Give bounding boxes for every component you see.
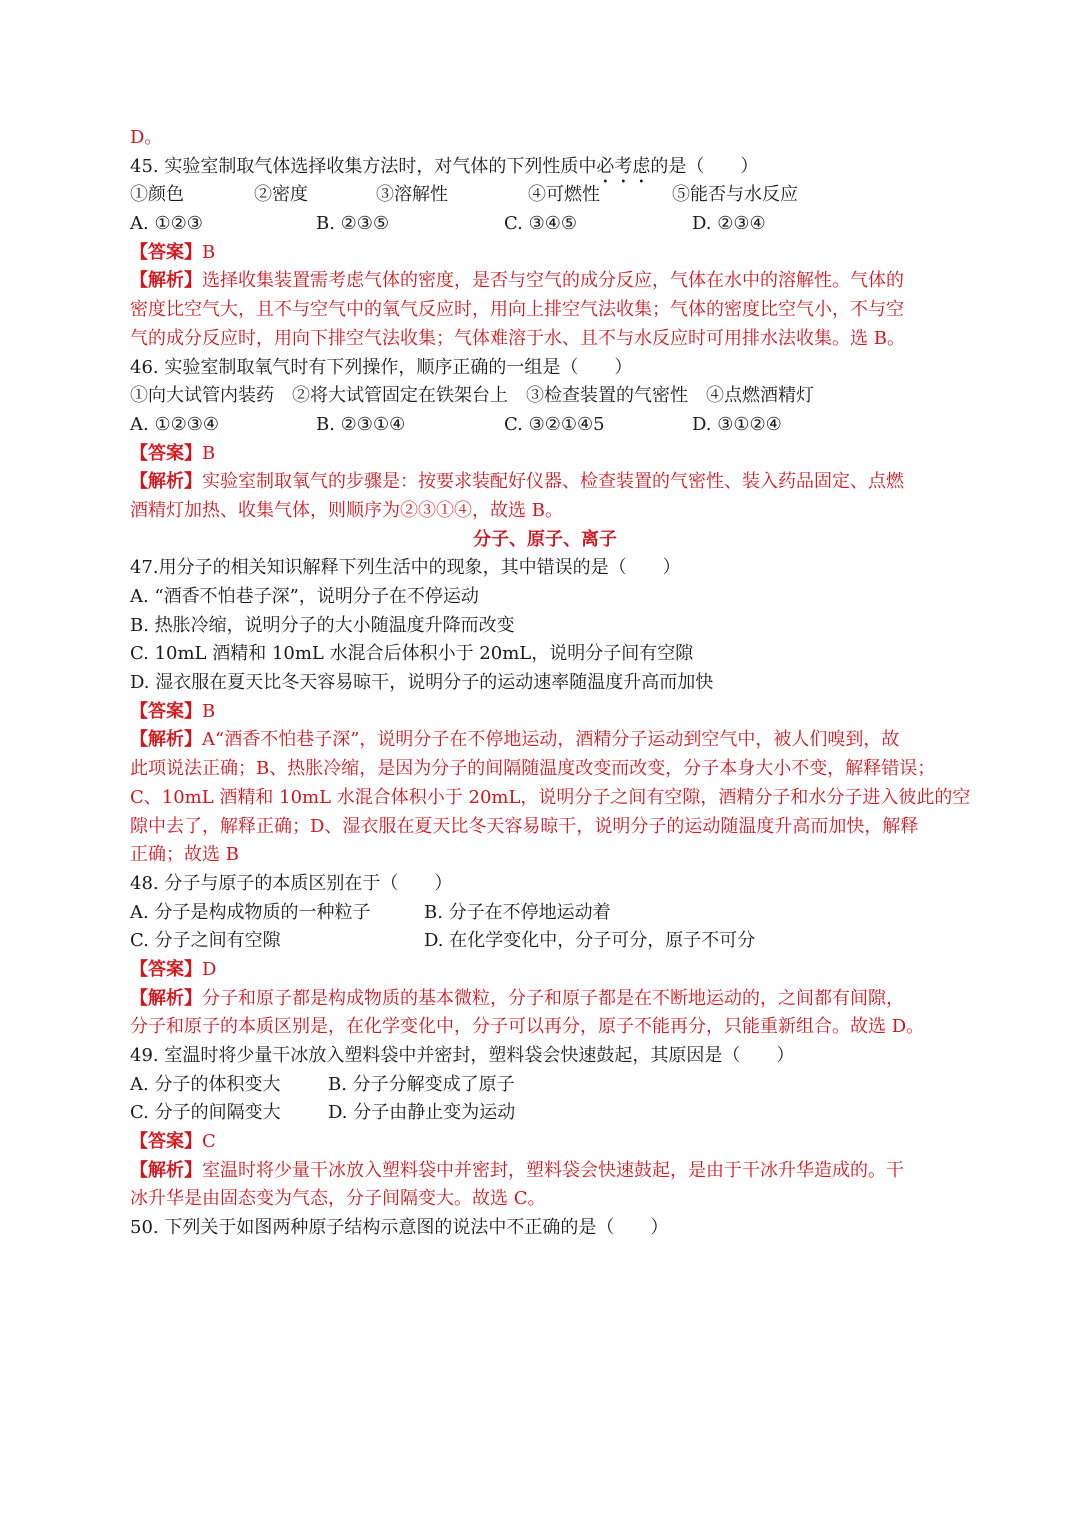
q49-option-a: A. 分子的体积变大 (130, 1073, 281, 1095)
q45-option-b: B. ②③⑤ (316, 213, 390, 235)
q45-option-d: D. ②③④ (692, 213, 766, 235)
q48-option-c: C. 分子之间有空隙 (130, 930, 281, 952)
explanation-label: 【解析】 (130, 1159, 202, 1181)
question-46-explanation-1 (130, 468, 960, 497)
q48-option-d: D. 在化学变化中，分子可分，原子不可分 (424, 930, 756, 952)
question-50: 50. 下列关于如图两种原子结构示意图的说法中不正确的是（ ） (130, 1217, 669, 1239)
q46-option-a: A. ①②③④ (130, 413, 219, 435)
q47-option-a: A. “酒香不怕巷子深”，说明分子在不停运动 (130, 586, 479, 607)
question-46-explanation-2: 酒精灯加热、收集气体，则顺序为②③①④，故选 B。 (130, 499, 563, 521)
question-48: 48. 分子与原子的本质区别在于（ ） (130, 872, 453, 894)
answer-label: 【答案】 (130, 1131, 202, 1153)
explanation-label: 【解析】 (130, 270, 202, 292)
q48-option-a: A. 分子是构成物质的一种粒子 (130, 901, 371, 923)
q45-item: ②密度 (254, 184, 308, 206)
question-48-explanation-1 (130, 985, 960, 1014)
emphasis-char: 虑 (632, 155, 651, 177)
explanation-text: 选择收集装置需考虑气体的密度，是否与空气的成分反应，气体在水中的溶解性。气体的 (202, 270, 904, 292)
question-48-options-row-2 (130, 927, 960, 956)
question-47-answer (130, 698, 960, 727)
explanation-label: 【解析】 (130, 471, 202, 493)
question-48-answer (130, 956, 960, 985)
explanation-label: 【解析】 (130, 729, 202, 751)
answer-label: 【答案】 (130, 241, 202, 263)
q45-item: ④可燃性 (528, 184, 600, 206)
question-49-options-row-2 (130, 1099, 960, 1128)
explanation-label: 【解析】 (130, 987, 202, 1009)
question-45 (130, 153, 960, 182)
question-48-options-row-1 (130, 899, 960, 928)
answer-value: B (202, 700, 216, 722)
question-49-options-row-1 (130, 1071, 960, 1100)
q48-option-b: B. 分子在不停地运动着 (424, 901, 611, 923)
q49-option-d: D. 分子由静止变为运动 (328, 1102, 516, 1124)
q46-option-b: B. ②③①④ (316, 413, 406, 435)
answer-label: 【答案】 (130, 442, 202, 464)
q45-option-c: C. ③④⑤ (504, 213, 577, 235)
document-page (130, 124, 971, 1243)
explanation-text: 室温时将少量干冰放入塑料袋中并密封，塑料袋会快速鼓起，是由于干冰升华造成的。干 (202, 1159, 904, 1181)
q45-item: ⑤能否与水反应 (672, 184, 798, 206)
q46-option-d: D. ③①②④ (692, 413, 782, 435)
question-49: 49. 室温时将少量干冰放入塑料袋中并密封，塑料袋会快速鼓起，其原因是（ ） (130, 1045, 795, 1066)
answer-label: 【答案】 (130, 958, 202, 980)
question-45-explanation-1 (130, 267, 960, 296)
question-49-explanation-1 (130, 1157, 960, 1186)
q47-option-b: B. 热胀冷缩，说明分子的大小随温度升降而改变 (130, 614, 515, 636)
question-49-answer (130, 1128, 960, 1157)
answer-value: D (202, 958, 217, 980)
question-48-explanation-2: 分子和原子的本质区别是，在化学变化中，分子可以再分，原子不能再分，只能重新组合。故选 D。 (130, 1016, 925, 1038)
question-46-items: ①向大试管内装药 ②将大试管固定在铁架台上 ③检查装置的气密性 ④点燃酒精灯 (130, 385, 814, 407)
q46-option-c: C. ③②①④5 (504, 413, 605, 435)
question-47-explanation-1 (130, 726, 960, 755)
q45-option-a: A. ①②③ (130, 213, 203, 235)
answer-value: B (202, 241, 216, 263)
q45-item: ③溶解性 (376, 184, 448, 206)
question-47: 47.用分子的相关知识解释下列生活中的现象，其中错误的是（ ） (130, 557, 681, 579)
question-46-answer (130, 440, 960, 469)
answer-label: 【答案】 (130, 700, 202, 722)
question-45-explanation-2: 密度比空气大，且不与空气中的氧气反应时，用向上排空气法收集；气体的密度比空气小，不与空 (130, 299, 904, 321)
question-45-explanation-3: 气的成分反应时，用向下排空气法收集；气体难溶于水、且不与水反应时可用排水法收集。选 B。 (130, 327, 905, 349)
explanation-text: 实验室制取氧气的步骤是：按要求装配好仪器、检查装置的气密性、装入药品固定、点燃 (202, 471, 904, 493)
q49-option-b: B. 分子分解变成了原子 (328, 1073, 515, 1095)
q47-option-d: D. 湿衣服在夏天比冬天容易晾干，说明分子的运动速率随温度升高而加快 (130, 672, 714, 694)
question-47-explanation-2: 此项说法正确；B、热胀冷缩，是因为分子的间隔随温度改变而改变，分子本身大小不变，解释错误； (130, 758, 936, 780)
q49-option-c: C. 分子的间隔变大 (130, 1102, 281, 1124)
answer-value: B (202, 442, 216, 464)
question-47-explanation-4: 隙中去了，解释正确；D、湿衣服在夏天比冬天容易晾干，说明分子的运动随温度升高而加快，解释 (130, 815, 919, 837)
question-45-answer (130, 239, 960, 268)
question-46: 46. 实验室制取氧气时有下列操作，顺序正确的一组是（ ） (130, 356, 633, 378)
question-46-options (130, 411, 960, 440)
prev-answer-tail: D。 (130, 127, 163, 148)
explanation-text: A“酒香不怕巷子深”，说明分子在不停地运动，酒精分子运动到空气中，被人们嗅到，故 (202, 729, 900, 751)
q45-item: ①颜色 (130, 184, 184, 206)
emphasis-char: 考 (614, 155, 633, 177)
question-45-text-a: 45. 实验室制取气体选择收集方法时，对气体的下列性质中 (130, 155, 597, 177)
question-49-explanation-2: 冰升华是由固态变为气态，分子间隔变大。故选 C。 (130, 1188, 546, 1210)
question-45-options (130, 210, 960, 239)
question-45-text-b: 的是（ ） (650, 155, 759, 177)
emphasis-char: 必 (596, 155, 615, 177)
question-45-items (130, 181, 960, 210)
question-45-emphasis (596, 156, 650, 177)
q47-option-c: C. 10mL 酒精和 10mL 水混合后体积小于 20mL，说明分子间有空隙 (130, 643, 694, 665)
answer-value: C (202, 1131, 216, 1153)
question-47-explanation-3: C、10mL 酒精和 10mL 水混合体积小于 20mL，说明分子之间有空隙，酒精分子和水分子进入彼此的空 (130, 786, 971, 808)
question-47-explanation-5: 正确；故选 B (130, 844, 239, 866)
explanation-text: 分子和原子都是构成物质的基本微粒，分子和原子都是在不断地运动的，之间都有间隙， (202, 987, 904, 1009)
section-title: 分子、原子、离子 (473, 528, 617, 550)
